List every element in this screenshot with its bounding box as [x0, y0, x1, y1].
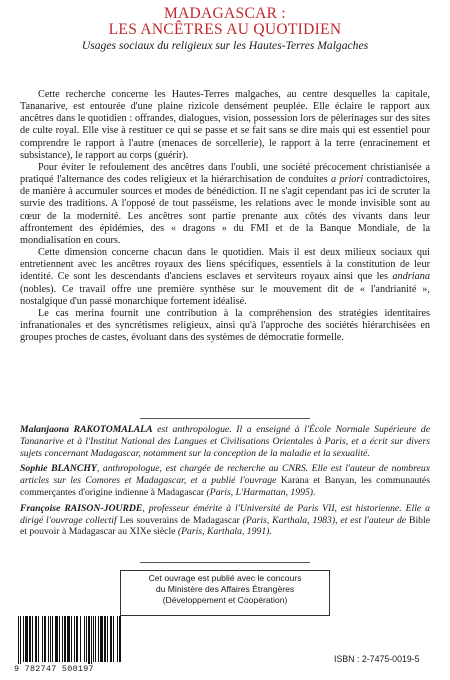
notice-line-2: du Ministère des Affaires Étrangères	[155, 584, 295, 594]
barcode-bar	[119, 616, 121, 662]
barcode-bar	[71, 616, 72, 662]
barcode-bar	[117, 616, 118, 662]
barcode-bar	[59, 616, 60, 662]
barcode	[16, 616, 122, 670]
barcode-bar	[62, 616, 63, 662]
divider-top	[140, 418, 310, 419]
barcode-bar	[107, 616, 108, 662]
divider-bottom	[140, 562, 310, 563]
title-line-2: LES ANCÊTRES AU QUOTIDIEN	[108, 21, 342, 38]
author-bio-2: Sophie BLANCHY, anthropologue, est chargée de recherche au CNRS. Elle est l'auteur de nombreux articles sur les Comores et Madagascar, et a publié l'ouvrage Karana et Banyan, les communautés commerçantes d'origine indienne à Madagascar (Paris, L'Harmattan, 1995).	[20, 463, 431, 498]
title-line-1: MADAGASCAR :	[163, 5, 287, 22]
barcode-bar	[52, 616, 53, 662]
barcode-bar	[44, 616, 46, 662]
barcode-bar	[76, 616, 78, 662]
barcode-bar	[67, 616, 70, 662]
barcode-bar	[100, 616, 103, 662]
paragraph-1: Cette recherche concerne les Hautes-Terres malgaches, au centre desquelles la capitale, Tananarive, est entourée d'une plaine rizicole densément peuplée. Elle éclaire le rapport aux ancêtres dans le quotidien : offrandes, dialogues, vision, possession lors de pèlerinages sur des sites de culte royal. Elle vise à restituer ce qui se passe et se fait sans se dire mais qui est essentiel pour comprendre le rapport à l'autre (menaces de sorcellerie), le rapport à la terre (enracinement et subsistance), le rapport au corps (guérir).	[20, 89, 430, 161]
summary-text	[20, 89, 430, 344]
paragraph-4: Le cas merina fournit une contribution à la compréhension des stratégies identitaires infranationales et des syncrétismes religieux, ainsi qu'à l'approche des sociétés hiérarchisées en groupes proches de castes, évoluant dans des systèmes de démocratie formelle.	[20, 307, 430, 344]
barcode-bar	[38, 616, 39, 662]
barcode-bar	[25, 616, 28, 662]
barcode-bar	[113, 616, 114, 662]
barcode-bar	[50, 616, 51, 662]
barcode-bar	[48, 616, 49, 662]
barcode-bar	[88, 616, 90, 670]
barcode-bar	[80, 616, 81, 662]
barcode-bar	[32, 616, 33, 662]
author-bio-3: Françoise RAISON-JOURDE, professeur émérite à l'Université de Paris VII, est historienne. Elle a dirigé l'ouvrage collectif Les souverains de Madagascar (Paris, Karthala, 1983), et est l'auteur de Bible et pouvoir à Madagascar au XIXe siècle (Paris, Karthala, 1991).	[20, 502, 431, 538]
notice-line-3: (Développement et Coopération)	[162, 595, 288, 605]
author-bios	[20, 424, 430, 542]
barcode-bar	[98, 616, 99, 662]
subtitle: Usages sociaux du religieux sur les Hautes-Terres Malgaches	[81, 39, 369, 52]
barcode-bar	[64, 616, 66, 662]
barcode-bar	[23, 616, 24, 662]
funding-notice-box	[120, 570, 330, 616]
paragraph-3: Cette dimension concerne chacun dans le quotidien. Mais il est deux milieux sociaux qui entretiennent avec les ancêtres royaux des liens spécifiques, essentiels à la constitution de leur identité. Ce sont les descendants d'anciens esclaves et serviteurs royaux ainsi que les andriana (nobles). Ce travail offre une première synthèse sur le mouvement dit de « l'andrianité », nostalgique d'un passé monarchique fortement idéalisé.	[20, 247, 430, 307]
barcode-bar	[74, 616, 75, 662]
barcode-number: 9 782747 500197	[14, 664, 124, 674]
barcode-bar	[29, 616, 31, 662]
barcode-bar	[20, 616, 21, 670]
barcode-bar	[84, 616, 85, 662]
barcode-bar	[35, 616, 37, 662]
barcode-bar	[104, 616, 106, 662]
barcode-bar	[55, 616, 58, 662]
notice-line-1: Cet ouvrage est publié avec le concours	[148, 573, 302, 583]
barcode-bar	[110, 616, 112, 662]
barcode-bar	[91, 616, 92, 670]
barcode-bar	[93, 616, 94, 662]
isbn: ISBN : 2-7475-0019-5	[334, 654, 420, 664]
paragraph-2: Pour éviter le refoulement des ancêtres dans l'oubli, une société précocement christianisée a pratiqué l'alternance des codes religieux et la hiérarchisation de conduites a priori contradictoires, de manière à accumuler sources et modes de bénédiction. Il ne s'agit cependant pas ici de scruter la survie des traditions. A l'opposé de tout passéisme, les relations avec le monde invisible sont au cœur de la modernité. Les ancêtres sont partie prenante aux côtés des vivants dans leur affrontement des épidémies, des « dragons » du FMI et de la Banque Mondiale, de la mondialisation en cours.	[20, 161, 430, 246]
barcode-bar	[18, 616, 19, 670]
author-bio-1: Malanjaona RAKOTOMALALA est anthropologue. Il a enseigné à l'École Normale Supérieure de Tananarive et à l'Institut National des Langues et Civilisations Orientales à Paris, et a écrit sur divers sujets concernant Madagascar, notamment sur la conception de la maladie et la sexualité.	[20, 424, 430, 459]
barcode-bar	[86, 616, 87, 662]
barcode-bar	[95, 616, 96, 662]
barcode-bar	[42, 616, 43, 662]
